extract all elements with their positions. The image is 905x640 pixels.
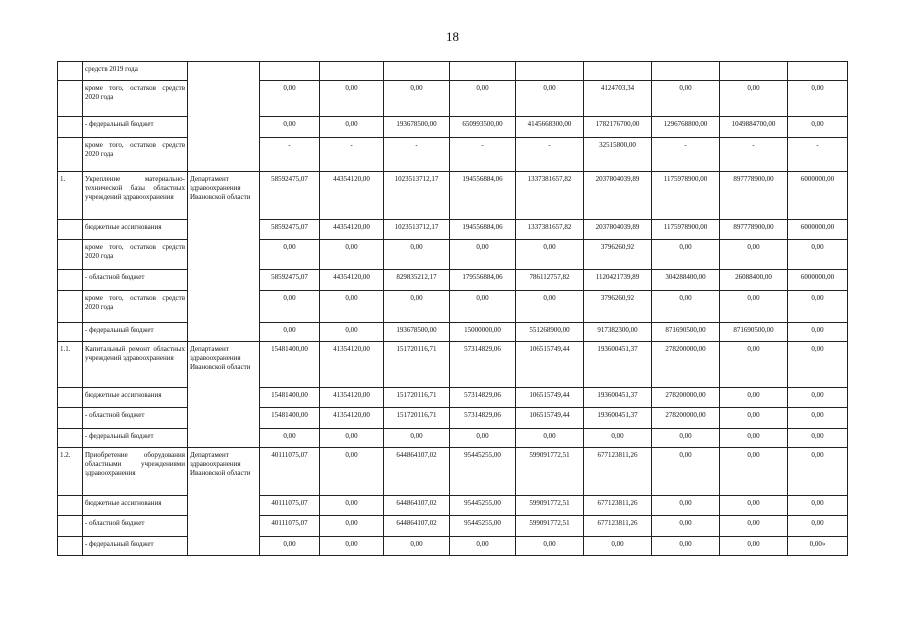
value-cell	[652, 62, 720, 81]
table-row	[58, 62, 848, 81]
value-cell: 278200000,00	[652, 388, 720, 408]
value-cell: 644864107,02	[384, 516, 450, 537]
row-label: Капитальный ремонт областных учреждений здравоохранения	[83, 342, 188, 388]
value-cell: 40111075,07	[260, 516, 320, 537]
value-cell: 1175978900,00	[652, 172, 720, 220]
value-cell: 151720116,71	[384, 388, 450, 408]
value-cell: 897778900,00	[720, 172, 788, 220]
value-cell: 1337381657,82	[516, 172, 584, 220]
value-cell: 0,00	[384, 291, 450, 323]
value-cell: 4145668300,00	[516, 117, 584, 138]
row-label: кроме того, остатков средств 2020 года	[83, 240, 188, 270]
table-row	[58, 240, 848, 270]
table-row	[58, 270, 848, 291]
value-cell: 0,00	[260, 323, 320, 342]
table-row	[58, 429, 848, 448]
value-cell: 58592475,07	[260, 270, 320, 291]
value-cell: 0,00	[320, 117, 384, 138]
value-cell: 0,00	[788, 291, 848, 323]
value-cell: 0,00	[516, 291, 584, 323]
value-cell: 0,00	[720, 537, 788, 556]
value-cell: 677123811,26	[584, 516, 652, 537]
row-label: кроме того, остатков средств 2020 года	[83, 291, 188, 323]
value-cell: 599091772,51	[516, 516, 584, 537]
value-cell: 0,00	[450, 291, 516, 323]
value-cell: 0,00	[516, 81, 584, 117]
value-cell: 0,00	[320, 537, 384, 556]
value-cell: -	[260, 138, 320, 172]
value-cell: 57314829,06	[450, 408, 516, 429]
value-cell: -	[384, 138, 450, 172]
value-cell: 193678500,00	[384, 323, 450, 342]
row-department	[188, 62, 260, 172]
value-cell: 0,00	[720, 429, 788, 448]
value-cell: 40111075,07	[260, 448, 320, 496]
row-code	[58, 117, 83, 138]
value-cell: 1296768800,00	[652, 117, 720, 138]
value-cell: 41354120,00	[320, 342, 384, 388]
row-code	[58, 429, 83, 448]
row-label: - федеральный бюджет	[83, 323, 188, 342]
row-label: - областной бюджет	[83, 408, 188, 429]
value-cell: 0,00	[450, 537, 516, 556]
value-cell: 194556884,06	[450, 220, 516, 240]
row-code	[58, 496, 83, 516]
value-cell: 0,00	[788, 448, 848, 496]
value-cell: 0,00	[584, 537, 652, 556]
value-cell: 1023513712,17	[384, 172, 450, 220]
value-cell: 6000000,00	[788, 220, 848, 240]
row-code	[58, 270, 83, 291]
value-cell: 871690500,00	[720, 323, 788, 342]
value-cell: 551268900,00	[516, 323, 584, 342]
row-code: 1.	[58, 172, 83, 220]
value-cell: 41354120,00	[320, 388, 384, 408]
value-cell: 193600451,37	[584, 388, 652, 408]
value-cell: 58592475,07	[260, 220, 320, 240]
row-code	[58, 138, 83, 172]
table-row	[58, 388, 848, 408]
value-cell: 95445255,00	[450, 496, 516, 516]
value-cell: 0,00	[720, 388, 788, 408]
value-cell: 193600451,37	[584, 408, 652, 429]
table-row	[58, 220, 848, 240]
value-cell: 193678500,00	[384, 117, 450, 138]
row-code	[58, 516, 83, 537]
value-cell: 278200000,00	[652, 342, 720, 388]
value-cell: 650993500,00	[450, 117, 516, 138]
row-label: бюджетные ассигнования	[83, 496, 188, 516]
value-cell: 0,00	[652, 429, 720, 448]
value-cell: 0,00	[652, 516, 720, 537]
value-cell: 0,00	[788, 240, 848, 270]
value-cell: 871690500,00	[652, 323, 720, 342]
value-cell: 26088400,00	[720, 270, 788, 291]
value-cell: 278200000,00	[652, 408, 720, 429]
value-cell: 0,00»	[788, 537, 848, 556]
value-cell: 1782176700,00	[584, 117, 652, 138]
table-row	[58, 117, 848, 138]
value-cell: 644864107,02	[384, 448, 450, 496]
value-cell	[720, 62, 788, 81]
value-cell: 786112757,82	[516, 270, 584, 291]
value-cell: 0,00	[384, 81, 450, 117]
value-cell: 1120421739,89	[584, 270, 652, 291]
value-cell: 0,00	[320, 516, 384, 537]
row-code	[58, 220, 83, 240]
value-cell: 0,00	[260, 117, 320, 138]
value-cell: 0,00	[652, 81, 720, 117]
value-cell: 40111075,07	[260, 496, 320, 516]
value-cell: 106515749,44	[516, 408, 584, 429]
row-department: Департамент здравоохранения Ивановской области	[188, 172, 260, 342]
table-row	[58, 448, 848, 496]
table-row	[58, 172, 848, 220]
value-cell: 151720116,71	[384, 342, 450, 388]
value-cell: 0,00	[320, 429, 384, 448]
row-label: - областной бюджет	[83, 270, 188, 291]
row-code	[58, 240, 83, 270]
value-cell: 44354120,00	[320, 220, 384, 240]
value-cell: 0,00	[260, 291, 320, 323]
value-cell	[260, 62, 320, 81]
value-cell: 15481400,00	[260, 408, 320, 429]
value-cell: 0,00	[652, 240, 720, 270]
value-cell: 677123811,26	[584, 448, 652, 496]
value-cell: 304288400,00	[652, 270, 720, 291]
value-cell: 95445255,00	[450, 516, 516, 537]
row-label: бюджетные ассигнования	[83, 388, 188, 408]
value-cell: 0,00	[384, 240, 450, 270]
value-cell: 0,00	[320, 323, 384, 342]
value-cell: 0,00	[720, 291, 788, 323]
row-label: кроме того, остатков средств 2020 года	[83, 81, 188, 117]
row-code: 1.2.	[58, 448, 83, 496]
row-label: Приобретение оборудования областными учреждениями здравоохранения	[83, 448, 188, 496]
value-cell: 0,00	[720, 81, 788, 117]
value-cell: 179556884,06	[450, 270, 516, 291]
value-cell: 0,00	[720, 408, 788, 429]
value-cell	[516, 62, 584, 81]
value-cell: 644864107,02	[384, 496, 450, 516]
table-row	[58, 291, 848, 323]
table-row	[58, 342, 848, 388]
value-cell: 0,00	[652, 537, 720, 556]
value-cell: 0,00	[320, 448, 384, 496]
value-cell: -	[320, 138, 384, 172]
value-cell: 1049884700,00	[720, 117, 788, 138]
row-label: - федеральный бюджет	[83, 537, 188, 556]
value-cell: 0,00	[450, 240, 516, 270]
row-code	[58, 408, 83, 429]
value-cell: 32515800,00	[584, 138, 652, 172]
value-cell: 4124703,34	[584, 81, 652, 117]
value-cell	[584, 62, 652, 81]
value-cell: 0,00	[260, 81, 320, 117]
value-cell	[320, 62, 384, 81]
value-cell: 0,00	[788, 342, 848, 388]
value-cell: 0,00	[584, 429, 652, 448]
table-row	[58, 496, 848, 516]
value-cell: 193600451,37	[584, 342, 652, 388]
value-cell: 0,00	[260, 537, 320, 556]
table-row	[58, 81, 848, 117]
value-cell: 0,00	[720, 448, 788, 496]
value-cell: 0,00	[788, 408, 848, 429]
value-cell: 1023513712,17	[384, 220, 450, 240]
value-cell: 194556884,06	[450, 172, 516, 220]
value-cell: 0,00	[450, 81, 516, 117]
table-row	[58, 516, 848, 537]
row-label: кроме того, остатков средств 2020 года	[83, 138, 188, 172]
value-cell: 41354120,00	[320, 408, 384, 429]
row-label: средств 2019 года	[83, 62, 188, 81]
budget-table	[57, 61, 848, 556]
value-cell	[788, 62, 848, 81]
value-cell: 2037804039,89	[584, 220, 652, 240]
value-cell: 3796260,92	[584, 240, 652, 270]
value-cell: 44354120,00	[320, 270, 384, 291]
row-label: - федеральный бюджет	[83, 429, 188, 448]
value-cell: 0,00	[516, 537, 584, 556]
value-cell: 0,00	[320, 291, 384, 323]
value-cell: 2037804039,89	[584, 172, 652, 220]
value-cell: 44354120,00	[320, 172, 384, 220]
value-cell: 15000000,00	[450, 323, 516, 342]
value-cell: 0,00	[788, 81, 848, 117]
row-code	[58, 537, 83, 556]
value-cell: 6000000,00	[788, 270, 848, 291]
value-cell: 0,00	[450, 429, 516, 448]
value-cell: -	[516, 138, 584, 172]
value-cell: 0,00	[652, 291, 720, 323]
value-cell: 0,00	[788, 323, 848, 342]
row-label: - федеральный бюджет	[83, 117, 188, 138]
value-cell: 106515749,44	[516, 388, 584, 408]
value-cell: 829835212,17	[384, 270, 450, 291]
row-code	[58, 62, 83, 81]
value-cell: 0,00	[788, 388, 848, 408]
row-label: - областной бюджет	[83, 516, 188, 537]
row-code	[58, 291, 83, 323]
value-cell: 0,00	[516, 240, 584, 270]
value-cell: 15481400,00	[260, 388, 320, 408]
value-cell: 57314829,06	[450, 388, 516, 408]
table-row	[58, 323, 848, 342]
value-cell: 599091772,51	[516, 448, 584, 496]
row-code: 1.1.	[58, 342, 83, 388]
row-label: бюджетные ассигнования	[83, 220, 188, 240]
value-cell: 3796260,92	[584, 291, 652, 323]
value-cell: -	[652, 138, 720, 172]
value-cell: 6000000,00	[788, 172, 848, 220]
value-cell: 1175978900,00	[652, 220, 720, 240]
value-cell: 0,00	[260, 429, 320, 448]
table-row	[58, 408, 848, 429]
value-cell: 0,00	[384, 537, 450, 556]
value-cell: 0,00	[652, 448, 720, 496]
value-cell: 0,00	[320, 81, 384, 117]
page-number: 18	[446, 29, 459, 44]
value-cell: 0,00	[720, 516, 788, 537]
value-cell: 677123811,26	[584, 496, 652, 516]
value-cell: 1337381657,82	[516, 220, 584, 240]
value-cell: 15481400,00	[260, 342, 320, 388]
value-cell: 0,00	[320, 240, 384, 270]
value-cell: 0,00	[516, 429, 584, 448]
table-row	[58, 537, 848, 556]
value-cell: 0,00	[320, 496, 384, 516]
value-cell: 0,00	[260, 240, 320, 270]
row-department: Департамент здравоохранения Ивановской области	[188, 342, 260, 448]
row-label: Укрепление материально-технической базы областных учреждений здравоохранения	[83, 172, 188, 220]
value-cell	[384, 62, 450, 81]
value-cell: 106515749,44	[516, 342, 584, 388]
value-cell: 57314829,06	[450, 342, 516, 388]
row-department: Департамент здравоохранения Ивановской области	[188, 448, 260, 556]
row-code	[58, 388, 83, 408]
value-cell: 0,00	[788, 117, 848, 138]
value-cell: 0,00	[720, 496, 788, 516]
value-cell: 0,00	[720, 342, 788, 388]
value-cell: 0,00	[788, 429, 848, 448]
table-row	[58, 138, 848, 172]
value-cell: -	[450, 138, 516, 172]
value-cell: -	[788, 138, 848, 172]
value-cell: 0,00	[652, 496, 720, 516]
row-code	[58, 81, 83, 117]
value-cell: 0,00	[720, 240, 788, 270]
value-cell: 599091772,51	[516, 496, 584, 516]
value-cell: 0,00	[788, 516, 848, 537]
row-code	[58, 323, 83, 342]
value-cell	[450, 62, 516, 81]
value-cell: 58592475,07	[260, 172, 320, 220]
value-cell: 151720116,71	[384, 408, 450, 429]
value-cell: 897778900,00	[720, 220, 788, 240]
value-cell: 0,00	[384, 429, 450, 448]
value-cell: 917382300,00	[584, 323, 652, 342]
value-cell: 0,00	[788, 496, 848, 516]
value-cell: -	[720, 138, 788, 172]
value-cell: 95445255,00	[450, 448, 516, 496]
